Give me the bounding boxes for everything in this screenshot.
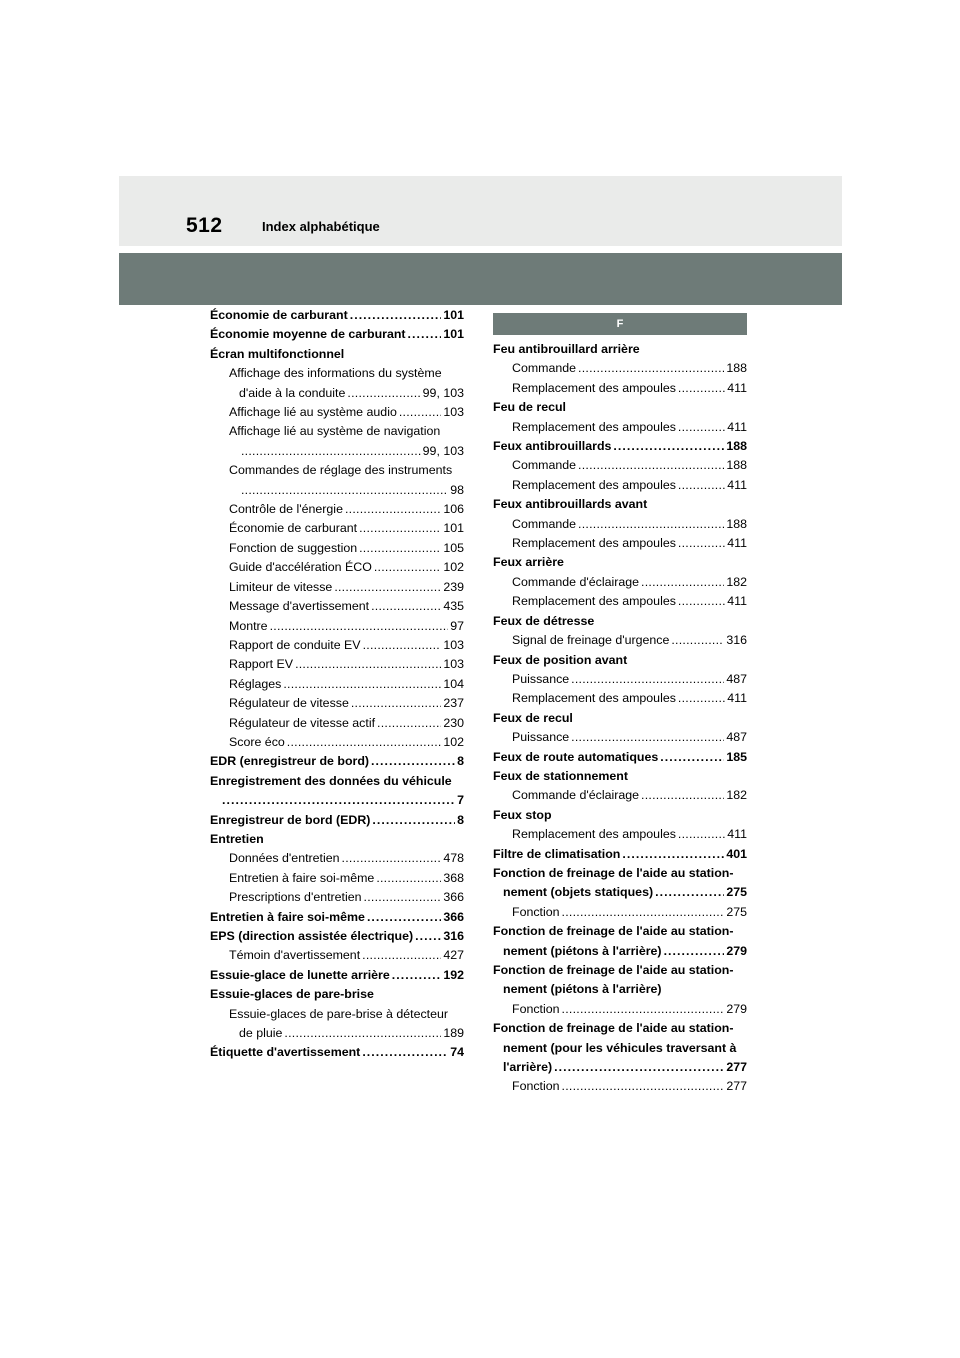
index-subentry: Commande . . . 188 bbox=[493, 515, 747, 534]
index-entry: Feu antibrouillard arrière bbox=[493, 342, 640, 356]
index-subentry: Rapport de conduite EV . . . 103 bbox=[210, 636, 464, 655]
index-entry: Feu de recul bbox=[493, 400, 566, 415]
index-subentry: Essuie-glaces de pare-brise à détecteur de pluie . . . 189 bbox=[210, 1005, 464, 1044]
index-subentry: Remplacement des ampoules . . . 411 bbox=[493, 476, 747, 495]
index-subentry: Fonction . . . 277 bbox=[493, 1077, 747, 1096]
index-subentry: Économie de carburant . . . 101 bbox=[210, 519, 464, 538]
index-entry: Étiquette d'avertissement . . . 74 bbox=[210, 1043, 464, 1062]
index-subentry: Remplacement des ampoules . . . 411 bbox=[493, 592, 747, 611]
index-subentry: Fonction de suggestion . . . 105 bbox=[210, 539, 464, 558]
index-entry: Fonction de freinage de l'aide au station- nement (piétons à l'arrière) . . . 279 bbox=[493, 922, 747, 961]
index-subentry: Prescriptions d'entretien . . . 366 bbox=[210, 888, 464, 907]
index-entry: Feux de détresse bbox=[493, 613, 595, 628]
index-subentry: Remplacement des ampoules . . . 411 bbox=[493, 379, 747, 398]
index-subentry: Commande . . . 188 bbox=[493, 456, 747, 475]
index-subentry: Remplacement des ampoules . . . 411 bbox=[493, 689, 747, 708]
index-subentry: Commandes de réglage des instruments . . . 98 bbox=[210, 461, 464, 500]
index-entry: Entretien bbox=[210, 831, 264, 846]
index-subentry: Montre . . . 97 bbox=[210, 617, 464, 636]
index-entry: Feux antibrouillards avant bbox=[493, 497, 648, 512]
index-entry: Fonction de freinage de l'aide au station- nement (objets statiques) . . . 275 bbox=[493, 864, 747, 903]
index-entry: Feux antibrouillards . . . 188 bbox=[493, 437, 747, 456]
index-subentry: Fonction . . . 275 bbox=[493, 903, 747, 922]
index-subentry: Affichage des informations du système d'aide à la conduite . . . 99, 103 bbox=[210, 364, 464, 403]
index-entry: Feux de recul bbox=[493, 710, 573, 725]
index-subentry: Puissance . . . 487 bbox=[493, 670, 747, 689]
index-subentry: Commande d'éclairage . . . 182 bbox=[493, 573, 747, 592]
index-entry: Filtre de climatisation . . . 401 bbox=[493, 845, 747, 864]
index-entry: EPS (direction assistée électrique) . . . 316 bbox=[210, 927, 464, 946]
index-subentry: Témoin d'avertissement . . . 427 bbox=[210, 946, 464, 965]
index-subentry: Message d'avertissement . . . 435 bbox=[210, 597, 464, 616]
index-entry: Feux arrière bbox=[493, 555, 564, 570]
index-subentry: Rapport EV . . . 103 bbox=[210, 655, 464, 674]
index-subentry: Contrôle de l'énergie . . . 106 bbox=[210, 500, 464, 519]
index-entry: Fonction de freinage de l'aide au station- nement (piétons à l'arrière) bbox=[493, 963, 734, 997]
index-subentry: Réglages . . . 104 bbox=[210, 675, 464, 694]
index-entry: Feux de position avant bbox=[493, 652, 628, 667]
index-subentry: Régulateur de vitesse actif . . . 230 bbox=[210, 714, 464, 733]
index-entry: Essuie-glaces de pare-brise bbox=[210, 987, 374, 1002]
index-subentry: Affichage lié au système audio . . . 103 bbox=[210, 403, 464, 422]
index-subentry: Commande d'éclairage . . . 182 bbox=[493, 786, 747, 805]
index-subentry: Score éco . . . 102 bbox=[210, 733, 464, 752]
index-entry: Économie de carburant . . . 101 bbox=[210, 306, 464, 325]
letter-header: F bbox=[493, 313, 747, 335]
index-entry: Feux de stationnement bbox=[493, 768, 628, 783]
index-subentry: Affichage lié au système de navigation . . . 99, 103 bbox=[210, 422, 464, 461]
index-entry: Feux de route automatiques . . . 185 bbox=[493, 748, 747, 767]
index-subentry: Remplacement des ampoules . . . 411 bbox=[493, 534, 747, 553]
index-subentry: Signal de freinage d'urgence . . . 316 bbox=[493, 631, 747, 650]
index-entry: Enregistrement des données du véhicule . . . 7 bbox=[210, 772, 464, 811]
index-subentry: Puissance . . . 487 bbox=[493, 728, 747, 747]
index-subentry: Fonction . . . 279 bbox=[493, 1000, 747, 1019]
index-subentry: Guide d'accélération ÉCO . . . 102 bbox=[210, 558, 464, 577]
index-entry: Essuie-glace de lunette arrière . . . 192 bbox=[210, 966, 464, 985]
index-subentry: Remplacement des ampoules . . . 411 bbox=[493, 418, 747, 437]
index-subentry: Données d'entretien . . . 478 bbox=[210, 849, 464, 868]
index-entry: EDR (enregistreur de bord) . . . 8 bbox=[210, 752, 464, 771]
index-entry: Entretien à faire soi-même . . . 366 bbox=[210, 908, 464, 927]
header-background bbox=[119, 176, 842, 246]
index-subentry: Régulateur de vitesse . . . 237 bbox=[210, 694, 464, 713]
page-number: 512 bbox=[186, 214, 223, 237]
index-entry: Écran multifonctionnel bbox=[210, 346, 345, 361]
header-band bbox=[119, 253, 842, 305]
index-column-right bbox=[493, 306, 747, 1097]
index-subentry: Commande . . . 188 bbox=[493, 359, 747, 378]
index-column-left bbox=[210, 306, 464, 1063]
index-subentry: Limiteur de vitesse . . . 239 bbox=[210, 578, 464, 597]
index-entry: Économie moyenne de carburant . . . 101 bbox=[210, 325, 464, 344]
index-subentry: Remplacement des ampoules . . . 411 bbox=[493, 825, 747, 844]
index-entry: Feux stop bbox=[493, 807, 552, 822]
section-title: Index alphabétique bbox=[262, 219, 380, 234]
index-entry: Enregistreur de bord (EDR) . . . 8 bbox=[210, 811, 464, 830]
index-entry: Fonction de freinage de l'aide au station- nement (pour les véhicules traversant à l'arrière) . . . 277 bbox=[493, 1019, 747, 1077]
index-subentry: Entretien à faire soi-même . . . 368 bbox=[210, 869, 464, 888]
